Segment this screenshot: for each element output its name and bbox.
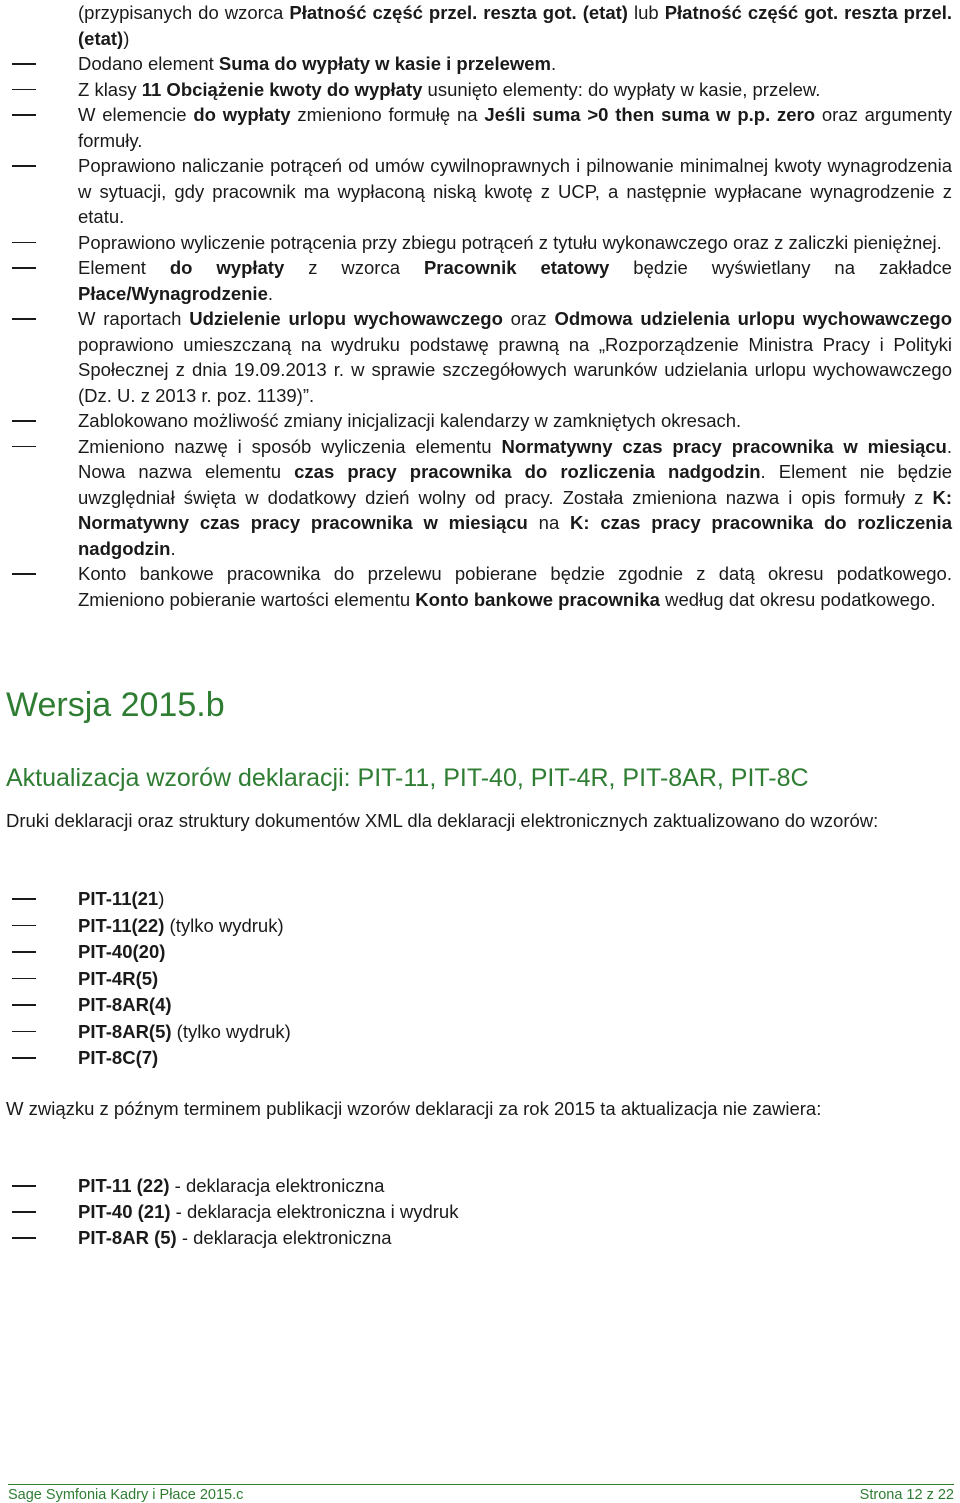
item-text: Dodano element (78, 53, 219, 74)
dash-bullet-icon (12, 242, 36, 244)
footer-product-name: Sage Symfonia Kadry i Płace 2015.c (8, 1487, 244, 1503)
cont-text-2: lub (627, 2, 665, 23)
list-item (0, 886, 960, 913)
item-bold: Odmowa udzielenia urlopu wychowawczego (554, 308, 952, 329)
list-item (0, 561, 960, 612)
list-item (0, 434, 960, 562)
dash-bullet-icon (12, 978, 36, 980)
item-text: Element (78, 257, 170, 278)
form-note: ) (158, 888, 165, 909)
dash-bullet-icon (12, 420, 36, 422)
item-bold: czas pracy pracownika do rozliczenia nadgodzin (294, 461, 761, 482)
item-text: poprawiono umieszczaną na wydruku podstawę prawną na „Rozporządzenie Ministra Pracy i Polityki Społecznej z dnia 19.09.2013 r. w sprawie szczegółowych warunków udzielania urlopu wychowawczego (Dz. U. z 2013 r. poz. 1139)”. (78, 333, 952, 406)
item-bold: Suma do wypłaty w kasie i przelewem (218, 53, 552, 74)
dash-bullet-icon (12, 925, 36, 927)
list-item (0, 102, 960, 153)
form-name: PIT-11(22) (78, 914, 165, 936)
cont-text-1: (przypisanych do wzorca (78, 2, 290, 23)
dash-bullet-icon (12, 1057, 36, 1059)
form-name: PIT-40(20) (78, 941, 166, 962)
dash-bullet-icon (12, 1185, 36, 1187)
dash-bullet-icon (12, 1211, 36, 1213)
form-name: PIT-8AR (5) (78, 1227, 177, 1248)
item-bold: do wypłaty (169, 257, 285, 278)
item-text: W elemencie (78, 104, 194, 125)
item-text: Poprawiono naliczanie potrąceń od umów cywilnoprawnych i pilnowanie minimalnej kwoty wynagrodzenia w sytuacji, gdy pracownik ma wypłaconą niską kwotę z UCP, a następnie wypłacane wynagrodzenie z etatu. (78, 155, 952, 227)
dash-bullet-icon (12, 63, 36, 65)
list-item (0, 77, 960, 103)
section-heading: Aktualizacja wzorów deklaracji: PIT-11, PIT-40, PIT-4R, PIT-8AR, PIT-8C (6, 764, 809, 792)
list-item (0, 230, 960, 256)
late-note-paragraph: W związku z późnym terminem publikacji wzorów deklaracji za rok 2015 ta aktualizacja nie zawiera: (6, 1098, 822, 1119)
item-text: na (527, 512, 571, 533)
form-note: - deklaracja elektroniczna (176, 1227, 392, 1248)
continuation-text (0, 0, 960, 51)
section-intro-paragraph: Druki deklaracji oraz struktury dokumentów XML dla deklaracji elektronicznych zaktualizowano do wzorów: (6, 810, 879, 831)
item-text: W raportach (78, 308, 190, 329)
form-name: PIT-8AR(4) (78, 994, 172, 1015)
item-text: . Element nie będzie uwzględniał święta w dodatkowy dzień wolny od pracy. Została zmieniona nazwa i opis formuły z (78, 461, 952, 508)
item-text: z wzorca (284, 257, 424, 278)
cont-text-3: ) (123, 27, 130, 49)
item-bold: Konto bankowe pracownika (415, 588, 660, 610)
pit-forms-list (0, 886, 960, 1072)
list-item (0, 51, 960, 77)
list-item (0, 153, 960, 230)
dash-bullet-icon (12, 1237, 36, 1239)
list-item (0, 255, 960, 306)
form-name: PIT-8AR(5) (78, 1020, 172, 1042)
form-name: PIT-11(21 (78, 888, 159, 909)
list-item (0, 939, 960, 966)
item-bold: K: czas pracy pracownika do rozliczenia nadgodzin (78, 512, 952, 559)
list-item (0, 992, 960, 1019)
list-item (0, 1173, 960, 1199)
list-item (0, 408, 960, 434)
form-name: PIT-4R(5) (78, 967, 159, 989)
form-note: (tylko wydruk) (164, 914, 284, 936)
form-note: - deklaracja elektroniczna (169, 1175, 385, 1196)
item-text: Konto bankowe pracownika do przelewu pobierane będzie zgodnie z datą okresu podatkowego. Zmieniono pobieranie wartości elementu (78, 563, 952, 610)
item-text: zmieniono formułę na (290, 104, 485, 125)
dash-bullet-icon (12, 446, 36, 448)
cont-bold-1: Płatność część przel. reszta got. (etat) (289, 2, 628, 23)
dash-bullet-icon (12, 1031, 36, 1033)
item-text: . (267, 282, 274, 304)
item-text: . Nowa nazwa elementu (78, 435, 953, 482)
dash-bullet-icon (12, 573, 36, 575)
item-text: Poprawiono wyliczenie potrącenia przy zbiegu potrąceń z tytułu wykonawczego oraz z zaliczki pieniężnej. (78, 231, 942, 253)
dash-bullet-icon (12, 89, 36, 91)
item-text: oraz argumenty formuły. (78, 104, 952, 151)
dash-bullet-icon (12, 951, 36, 953)
item-bold: Płace/Wynagrodzenie (78, 282, 268, 304)
list-item (0, 913, 960, 940)
form-note: (tylko wydruk) (171, 1020, 291, 1042)
item-text: Z klasy (78, 78, 142, 100)
item-text: według dat okresu podatkowego. (659, 588, 936, 610)
dash-bullet-icon (12, 1004, 36, 1006)
item-text: będzie wyświetlany na zakładce (609, 257, 952, 278)
item-bold: Udzielenie urlopu wychowawczego (189, 308, 503, 329)
dash-bullet-icon (12, 318, 36, 320)
excluded-forms-list (0, 1173, 960, 1251)
item-bold: Normatywny czas pracy pracownika w miesiącu (501, 435, 947, 457)
cont-bold-2: Płatność część got. reszta przel. (etat) (78, 2, 952, 49)
item-text: usunięto elementy: do wypłaty w kasie, przelew. (422, 78, 821, 100)
list-item (0, 1199, 960, 1225)
form-name: PIT-40 (21) (78, 1201, 171, 1222)
intro-section (0, 0, 960, 612)
footer-page-number: Strona 12 z 22 (859, 1487, 954, 1503)
dash-bullet-icon (12, 114, 36, 116)
dash-bullet-icon (12, 898, 36, 900)
version-heading: Wersja 2015.b (6, 686, 225, 724)
item-text: Zmieniono nazwę i sposób wyliczenia elementu (78, 435, 502, 457)
list-item (0, 1045, 960, 1072)
item-bold: 11 Obciążenie kwoty do wypłaty (141, 78, 423, 100)
item-text: oraz (502, 308, 555, 329)
dash-bullet-icon (12, 165, 36, 167)
list-item (0, 306, 960, 408)
changes-list (0, 51, 960, 612)
list-item (0, 1225, 960, 1251)
page-footer (8, 1484, 954, 1503)
item-text: . (170, 537, 176, 559)
item-bold: K: Normatywny czas pracy pracownika w miesiącu (78, 486, 952, 533)
item-bold: Pracownik etatowy (423, 257, 610, 278)
form-name: PIT-8C(7) (78, 1047, 159, 1068)
item-bold: do wypłaty (193, 104, 291, 125)
dash-bullet-icon (12, 267, 36, 269)
item-bold: Jeśli suma >0 then suma w p.p. zero (484, 104, 816, 125)
item-text: Zablokowano możliwość zmiany inicjalizacji kalendarzy w zamkniętych okresach. (78, 410, 742, 431)
form-name: PIT-11 (22) (78, 1175, 170, 1196)
item-text: . (551, 53, 557, 74)
form-note: - deklaracja elektroniczna i wydruk (170, 1201, 459, 1222)
list-item (0, 1019, 960, 1046)
list-item (0, 966, 960, 993)
